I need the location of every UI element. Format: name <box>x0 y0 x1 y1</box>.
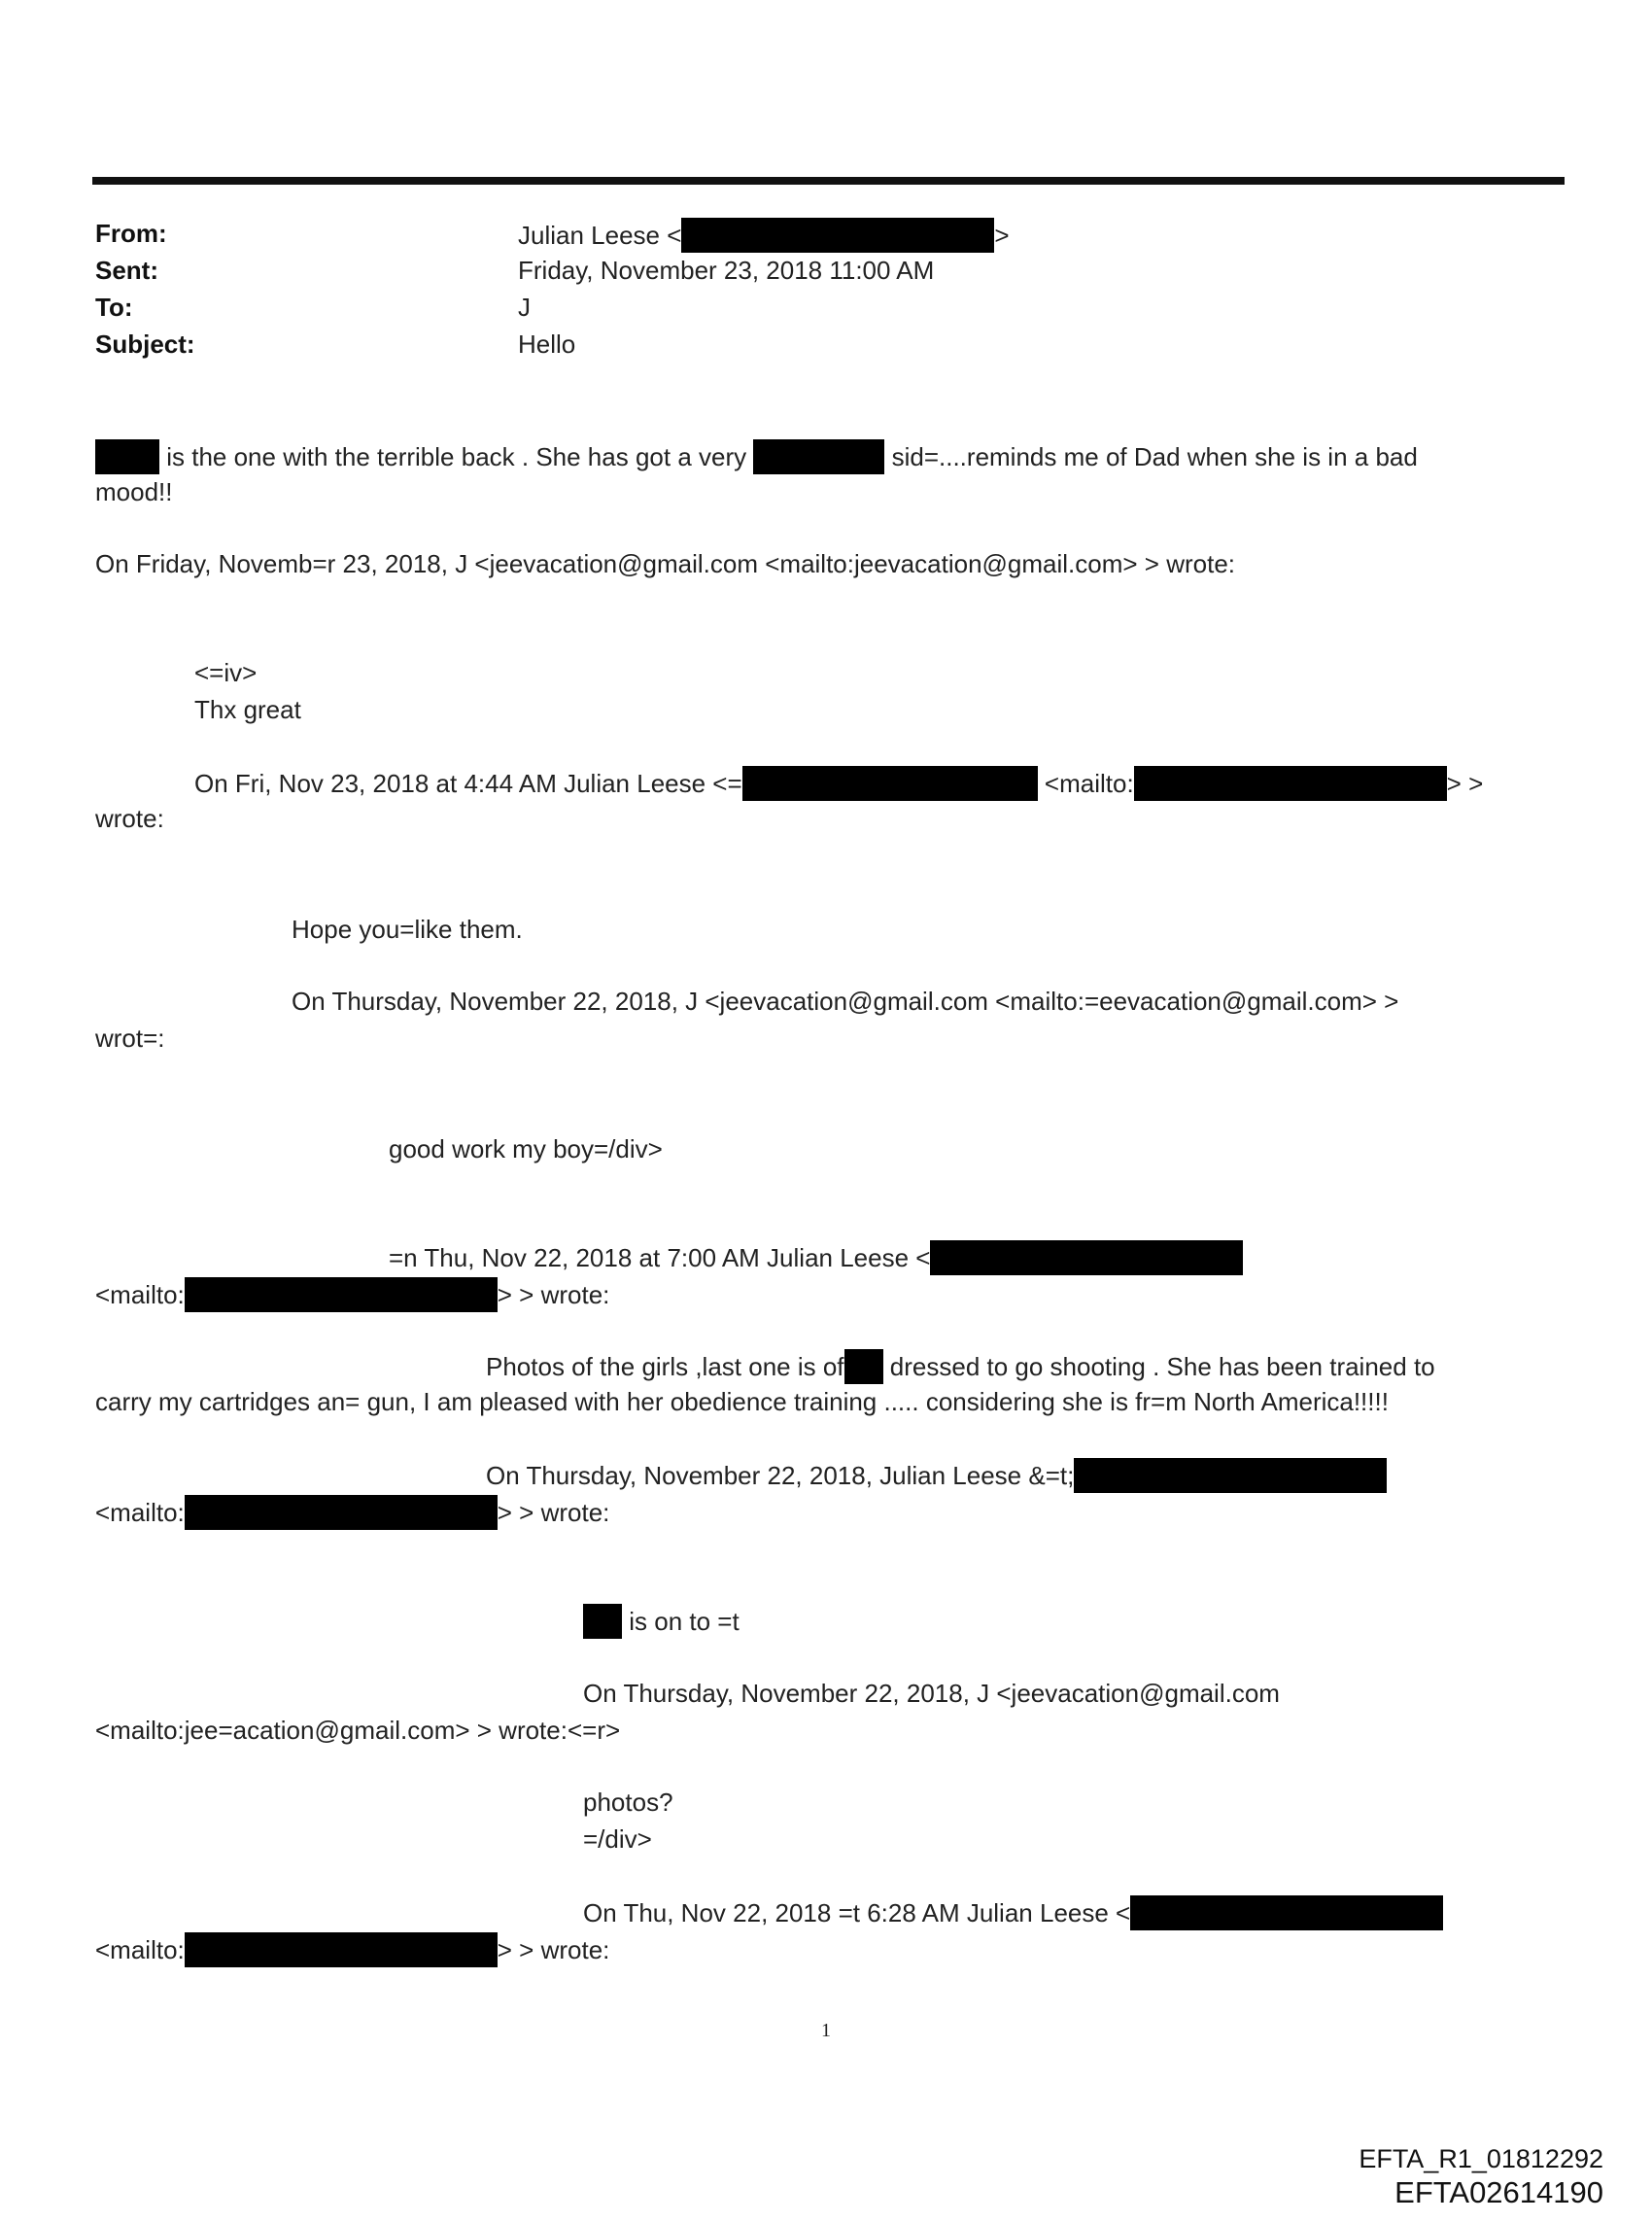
header-rule <box>92 177 1565 185</box>
redaction-bar <box>930 1240 1243 1275</box>
body-text: > > wrote: <box>497 1498 610 1527</box>
body-text: <mailto: <box>95 1498 185 1527</box>
body-line: Hope you=like them. <box>292 915 523 944</box>
redaction-bar <box>185 1277 498 1312</box>
quote-header <box>389 1240 1243 1275</box>
body-line: photos? <box>583 1788 673 1817</box>
document-id-stamp: EFTA_R1_01812292 <box>1359 2144 1603 2173</box>
redaction-bar <box>1130 1895 1443 1930</box>
body-text: > > wrote: <box>497 1280 610 1309</box>
subject-value: Hello <box>518 330 576 359</box>
body-line: wrote: <box>95 804 164 833</box>
body-text: On Fri, Nov 23, 2018 at 4:44 AM Julian Leese <= <box>194 769 742 798</box>
body-text: <mailto: <box>95 1280 185 1309</box>
redaction-bar <box>583 1604 622 1639</box>
body-text: is on to =t <box>629 1607 740 1636</box>
from-label: From: <box>95 219 167 248</box>
body-line: good work my boy=/div> <box>389 1134 663 1163</box>
body-line <box>583 1604 740 1639</box>
redaction-bar <box>1134 766 1447 801</box>
from-value <box>518 218 1010 253</box>
redaction-bar <box>95 439 159 474</box>
body-line: <mailto:jee=acation@gmail.com> > wrote:<=r> <box>95 1716 621 1745</box>
redaction-bar <box>185 1932 498 1967</box>
redaction-bar <box>753 439 884 474</box>
body-line <box>486 1349 1435 1384</box>
sent-value: Friday, November 23, 2018 11:00 AM <box>518 256 935 285</box>
redaction-bar <box>844 1349 883 1384</box>
sent-label: Sent: <box>95 256 158 285</box>
body-line: carry my cartridges an= gun, I am pleased with her obedience training ..... considering she is fr=m North America!!!!! <box>95 1387 1389 1416</box>
quote-header: On Friday, Novemb=r 23, 2018, J <jeevacation@gmail.com <mailto:jeevacation@gmail.com> > wrote: <box>95 549 1236 578</box>
to-label: To: <box>95 293 133 322</box>
body-text: <mailto: <box>95 1935 185 1964</box>
body-text: =n Thu, Nov 22, 2018 at 7:00 AM Julian Leese < <box>389 1243 931 1272</box>
body-line: mood!! <box>95 477 173 506</box>
quote-header <box>583 1895 1443 1930</box>
quote-header <box>486 1458 1387 1493</box>
body-line: wrot=: <box>95 1024 165 1053</box>
body-line: <=iv> <box>194 658 258 687</box>
redaction-bar <box>681 218 994 253</box>
page-number: 1 <box>821 2020 831 2041</box>
body-text: On Thursday, November 22, 2018, Julian Leese &=t; <box>486 1461 1075 1490</box>
quote-header: On Thursday, November 22, 2018, J <jeevacation@gmail.com <box>583 1679 1280 1708</box>
body-text: > > wrote: <box>497 1935 610 1964</box>
redaction-bar <box>742 766 1038 801</box>
body-line: Thx great <box>194 695 301 724</box>
document-id-stamp: EFTA02614190 <box>1394 2175 1603 2209</box>
body-text: dressed to go shooting . She has been trained to <box>889 1352 1435 1381</box>
body-line <box>95 1495 609 1530</box>
redaction-bar <box>185 1495 498 1530</box>
body-line <box>95 439 1418 474</box>
subject-label: Subject: <box>95 330 195 359</box>
to-value: J <box>518 293 531 322</box>
body-text: Photos of the girls ,last one is of <box>486 1352 844 1381</box>
from-name: Julian Leese < <box>518 221 682 250</box>
body-text: > > <box>1446 769 1484 798</box>
body-text: <mailto: <box>1044 769 1134 798</box>
body-text: is the one with the terrible back . She has got a very <box>166 442 747 471</box>
body-line: =/div> <box>583 1824 652 1854</box>
quote-header: On Thursday, November 22, 2018, J <jeevacation@gmail.com <mailto:=eevacation@gmail.com> > <box>292 987 1399 1016</box>
redaction-bar <box>1074 1458 1387 1493</box>
from-bracket: > <box>994 221 1010 250</box>
body-line <box>95 1932 609 1967</box>
body-text: On Thu, Nov 22, 2018 =t 6:28 AM Julian Leese < <box>583 1898 1131 1927</box>
body-text: sid=....reminds me of Dad when she is in a bad <box>891 442 1418 471</box>
quote-header <box>194 766 1483 801</box>
body-line <box>95 1277 609 1312</box>
